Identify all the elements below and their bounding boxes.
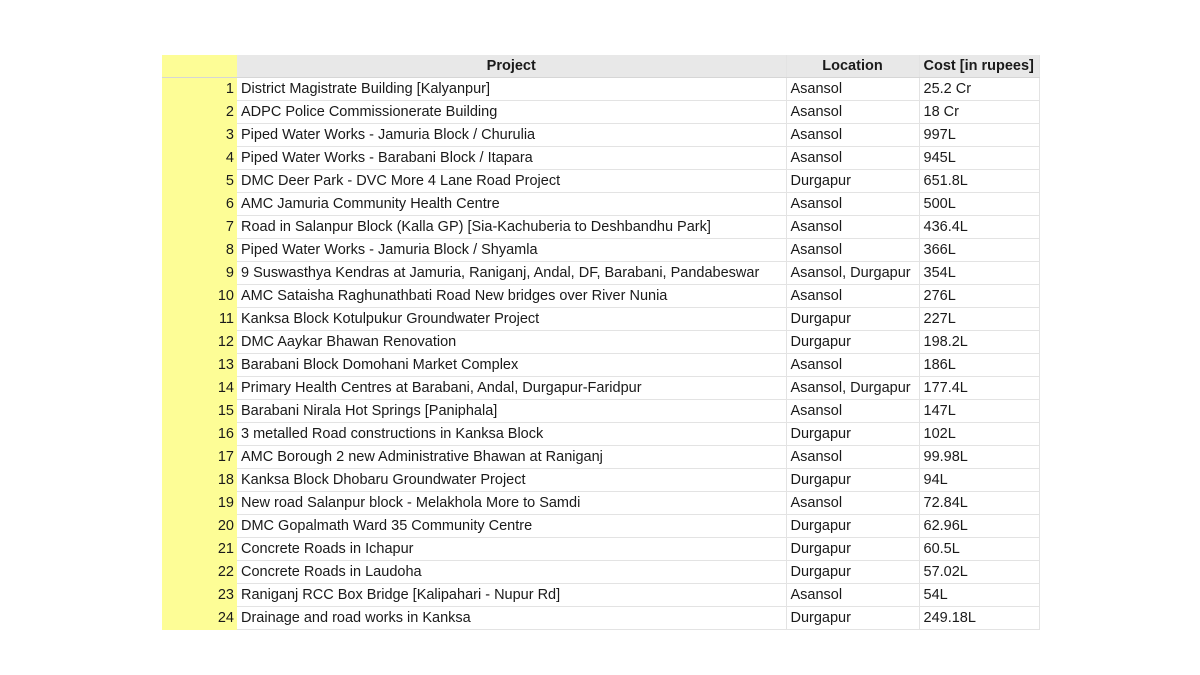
- table-row: [162, 78, 1039, 101]
- cost-cell[interactable]: 72.84L: [919, 492, 1039, 515]
- cost-cell[interactable]: 54L: [919, 584, 1039, 607]
- row-number-cell[interactable]: 9: [162, 262, 237, 285]
- cost-cell[interactable]: 102L: [919, 423, 1039, 446]
- table-row: [162, 170, 1039, 193]
- table-row: [162, 147, 1039, 170]
- location-cell[interactable]: Durgapur: [786, 170, 919, 193]
- project-cell[interactable]: Primary Health Centres at Barabani, Andal, Durgapur-Faridpur: [237, 377, 786, 400]
- project-cell[interactable]: 9 Suswasthya Kendras at Jamuria, Raniganj, Andal, DF, Barabani, Pandabeswar: [237, 262, 786, 285]
- location-cell[interactable]: Durgapur: [786, 515, 919, 538]
- table-row: [162, 400, 1039, 423]
- table-row: [162, 515, 1039, 538]
- table-row: [162, 308, 1039, 331]
- project-cell[interactable]: DMC Deer Park - DVC More 4 Lane Road Project: [237, 170, 786, 193]
- location-cell[interactable]: Asansol, Durgapur: [786, 377, 919, 400]
- cost-cell[interactable]: 945L: [919, 147, 1039, 170]
- projects-table: [162, 55, 1040, 630]
- project-cell[interactable]: New road Salanpur block - Melakhola More to Samdi: [237, 492, 786, 515]
- location-cell[interactable]: Asansol: [786, 193, 919, 216]
- cost-cell[interactable]: 500L: [919, 193, 1039, 216]
- project-cell[interactable]: Piped Water Works - Jamuria Block / Shyamla: [237, 239, 786, 262]
- cost-cell[interactable]: 25.2 Cr: [919, 78, 1039, 101]
- row-number-cell[interactable]: 22: [162, 561, 237, 584]
- table-row: [162, 561, 1039, 584]
- location-cell[interactable]: Durgapur: [786, 561, 919, 584]
- location-cell[interactable]: Asansol: [786, 446, 919, 469]
- project-cell[interactable]: Road in Salanpur Block (Kalla GP) [Sia-Kachuberia to Deshbandhu Park]: [237, 216, 786, 239]
- location-cell[interactable]: Asansol: [786, 239, 919, 262]
- table-row: [162, 193, 1039, 216]
- location-cell[interactable]: Asansol: [786, 354, 919, 377]
- row-number-cell[interactable]: 3: [162, 124, 237, 147]
- location-cell[interactable]: Asansol, Durgapur: [786, 262, 919, 285]
- location-cell[interactable]: Durgapur: [786, 331, 919, 354]
- location-cell[interactable]: Durgapur: [786, 538, 919, 561]
- cost-cell[interactable]: 94L: [919, 469, 1039, 492]
- project-cell[interactable]: Raniganj RCC Box Bridge [Kalipahari - Nupur Rd]: [237, 584, 786, 607]
- cost-cell[interactable]: 198.2L: [919, 331, 1039, 354]
- row-number-cell[interactable]: 21: [162, 538, 237, 561]
- cost-cell[interactable]: 276L: [919, 285, 1039, 308]
- row-number-cell[interactable]: 6: [162, 193, 237, 216]
- table-row: [162, 331, 1039, 354]
- row-number-cell[interactable]: 14: [162, 377, 237, 400]
- row-number-cell[interactable]: 15: [162, 400, 237, 423]
- table-row: [162, 607, 1039, 630]
- row-number-cell[interactable]: 11: [162, 308, 237, 331]
- row-number-cell[interactable]: 17: [162, 446, 237, 469]
- location-cell[interactable]: Asansol: [786, 216, 919, 239]
- row-number-cell[interactable]: 10: [162, 285, 237, 308]
- table-row: [162, 285, 1039, 308]
- cost-cell[interactable]: 186L: [919, 354, 1039, 377]
- location-cell[interactable]: Asansol: [786, 400, 919, 423]
- location-cell[interactable]: Asansol: [786, 584, 919, 607]
- row-number-cell[interactable]: 1: [162, 78, 237, 101]
- row-number-cell[interactable]: 13: [162, 354, 237, 377]
- location-cell[interactable]: Durgapur: [786, 423, 919, 446]
- cost-cell[interactable]: 147L: [919, 400, 1039, 423]
- cost-cell[interactable]: 177.4L: [919, 377, 1039, 400]
- cost-cell[interactable]: 62.96L: [919, 515, 1039, 538]
- location-cell[interactable]: Asansol: [786, 492, 919, 515]
- project-cell[interactable]: DMC Aaykar Bhawan Renovation: [237, 331, 786, 354]
- cost-cell[interactable]: 997L: [919, 124, 1039, 147]
- row-number-cell[interactable]: 12: [162, 331, 237, 354]
- project-column-header[interactable]: Project: [237, 55, 786, 78]
- row-number-header: [162, 55, 237, 78]
- project-cell[interactable]: Kanksa Block Kotulpukur Groundwater Project: [237, 308, 786, 331]
- location-cell[interactable]: Asansol: [786, 124, 919, 147]
- header-row: [162, 55, 1039, 78]
- cost-cell[interactable]: 227L: [919, 308, 1039, 331]
- location-column-header[interactable]: Location: [786, 55, 919, 78]
- location-cell[interactable]: Durgapur: [786, 607, 919, 630]
- location-cell[interactable]: Durgapur: [786, 469, 919, 492]
- table-row: [162, 101, 1039, 124]
- table-row: [162, 262, 1039, 285]
- project-cell[interactable]: Barabani Block Domohani Market Complex: [237, 354, 786, 377]
- cost-cell[interactable]: 436.4L: [919, 216, 1039, 239]
- cost-cell[interactable]: 249.18L: [919, 607, 1039, 630]
- row-number-cell[interactable]: 23: [162, 584, 237, 607]
- location-cell[interactable]: Asansol: [786, 78, 919, 101]
- project-cell[interactable]: AMC Jamuria Community Health Centre: [237, 193, 786, 216]
- project-cell[interactable]: Piped Water Works - Barabani Block / Itapara: [237, 147, 786, 170]
- table-row: [162, 216, 1039, 239]
- location-cell[interactable]: Durgapur: [786, 308, 919, 331]
- project-cell[interactable]: ADPC Police Commissionerate Building: [237, 101, 786, 124]
- cost-cell[interactable]: 366L: [919, 239, 1039, 262]
- table-row: [162, 423, 1039, 446]
- project-cell[interactable]: AMC Sataisha Raghunathbati Road New bridges over River Nunia: [237, 285, 786, 308]
- row-number-cell[interactable]: 4: [162, 147, 237, 170]
- table-row: [162, 239, 1039, 262]
- cost-cell[interactable]: 18 Cr: [919, 101, 1039, 124]
- table-row: [162, 354, 1039, 377]
- table-row: [162, 492, 1039, 515]
- project-cell[interactable]: AMC Borough 2 new Administrative Bhawan at Raniganj: [237, 446, 786, 469]
- row-number-cell[interactable]: 19: [162, 492, 237, 515]
- project-cell[interactable]: Kanksa Block Dhobaru Groundwater Project: [237, 469, 786, 492]
- table-row: [162, 584, 1039, 607]
- cost-cell[interactable]: 354L: [919, 262, 1039, 285]
- project-cell[interactable]: Concrete Roads in Ichapur: [237, 538, 786, 561]
- table-body: [162, 78, 1039, 630]
- project-cell[interactable]: Concrete Roads in Laudoha: [237, 561, 786, 584]
- project-cell[interactable]: District Magistrate Building [Kalyanpur]: [237, 78, 786, 101]
- table-row: [162, 446, 1039, 469]
- location-cell[interactable]: Asansol: [786, 101, 919, 124]
- cost-cell[interactable]: 57.02L: [919, 561, 1039, 584]
- project-cell[interactable]: DMC Gopalmath Ward 35 Community Centre: [237, 515, 786, 538]
- project-cell[interactable]: Piped Water Works - Jamuria Block / Churulia: [237, 124, 786, 147]
- row-number-cell[interactable]: 20: [162, 515, 237, 538]
- row-number-cell[interactable]: 8: [162, 239, 237, 262]
- row-number-cell[interactable]: 24: [162, 607, 237, 630]
- cost-column-header[interactable]: Cost [in rupees]: [919, 55, 1039, 78]
- cost-cell[interactable]: 60.5L: [919, 538, 1039, 561]
- project-cell[interactable]: 3 metalled Road constructions in Kanksa Block: [237, 423, 786, 446]
- table-row: [162, 124, 1039, 147]
- row-number-cell[interactable]: 16: [162, 423, 237, 446]
- table-row: [162, 377, 1039, 400]
- project-cell[interactable]: Drainage and road works in Kanksa: [237, 607, 786, 630]
- row-number-cell[interactable]: 7: [162, 216, 237, 239]
- location-cell[interactable]: Asansol: [786, 147, 919, 170]
- project-cell[interactable]: Barabani Nirala Hot Springs [Paniphala]: [237, 400, 786, 423]
- row-number-cell[interactable]: 2: [162, 101, 237, 124]
- location-cell[interactable]: Asansol: [786, 285, 919, 308]
- table-row: [162, 538, 1039, 561]
- cost-cell[interactable]: 99.98L: [919, 446, 1039, 469]
- row-number-cell[interactable]: 18: [162, 469, 237, 492]
- table-row: [162, 469, 1039, 492]
- row-number-cell[interactable]: 5: [162, 170, 237, 193]
- cost-cell[interactable]: 651.8L: [919, 170, 1039, 193]
